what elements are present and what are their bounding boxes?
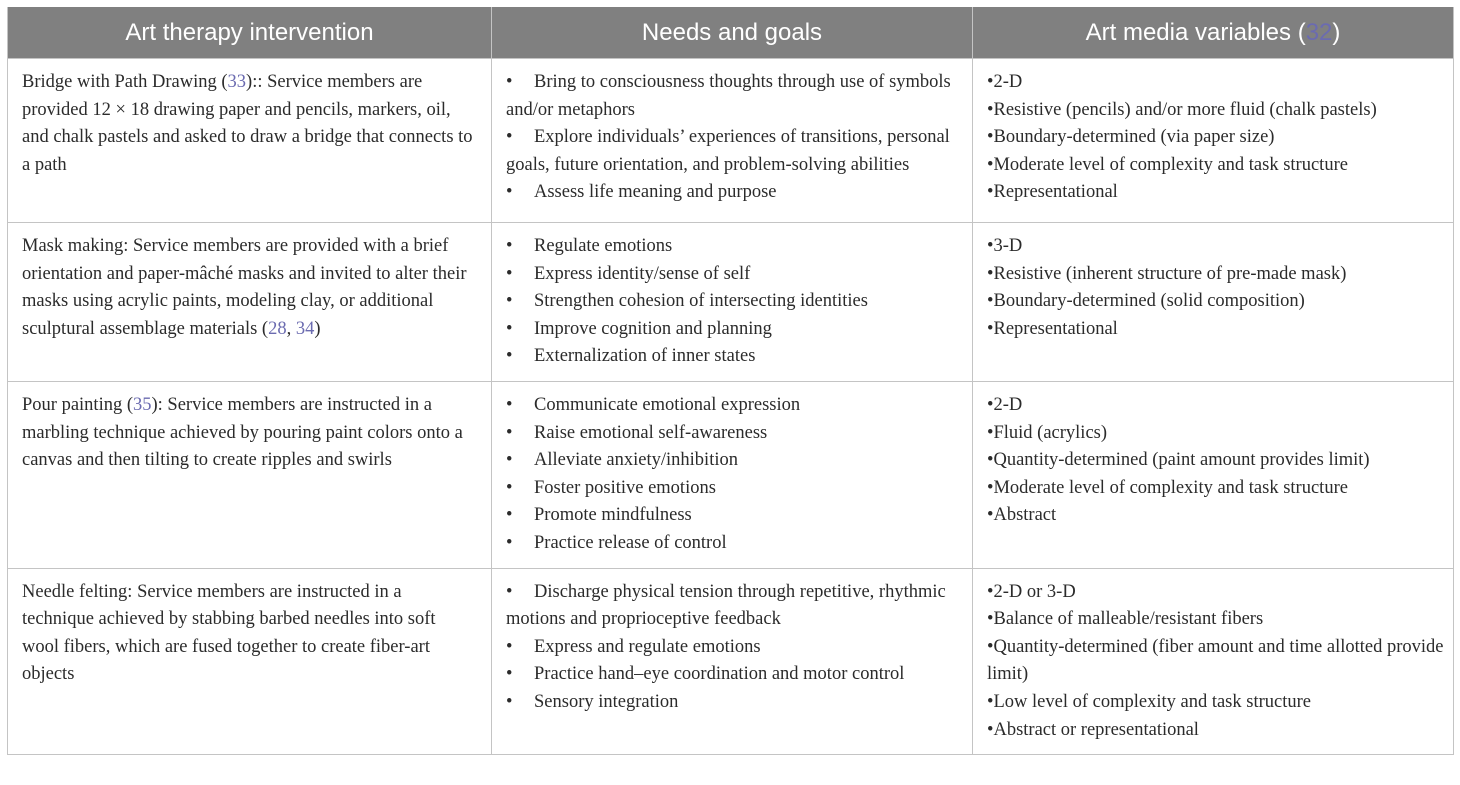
goals-list <box>506 392 962 558</box>
goals-cell <box>492 59 973 223</box>
intervention-text: Pour painting ( <box>22 394 133 415</box>
variable-item: •3-D <box>987 236 1023 256</box>
goal-item: • Promote mindfulness <box>506 502 962 530</box>
reference-link-28[interactable]: 28 <box>268 318 287 339</box>
variable-item: •Fluid (acrylics) <box>987 422 1108 443</box>
bullet-icon: • <box>506 182 513 203</box>
art-therapy-table-container <box>7 7 1453 755</box>
bullet-icon: • <box>506 72 513 92</box>
goal-item: • Raise emotional self-awareness <box>506 420 962 448</box>
intervention-text: ):: Service members are provided 12 × 18 drawing paper and pencils, markers, oil, and chalk pastels and asked to draw a bridge that connects to a path <box>22 72 473 175</box>
header-art-therapy-intervention: Art therapy intervention <box>8 7 492 59</box>
variable-item: •2-D or 3-D <box>987 581 1076 602</box>
bullet-icon: • <box>506 127 513 148</box>
bullet-icon: • <box>506 394 513 415</box>
variables-list <box>987 579 1445 745</box>
variable-item: •2-D <box>987 72 1023 92</box>
variables-cell <box>973 59 1454 223</box>
variable-item: •Quantity-determined (fiber amount and time allotted provide limit) <box>987 636 1444 685</box>
reference-link-33[interactable]: 33 <box>227 72 247 92</box>
goals-list <box>506 579 962 717</box>
variable-item: •Moderate level of complexity and task structure <box>987 154 1348 175</box>
header-close-paren: ) <box>1332 18 1341 46</box>
bullet-icon: • <box>506 581 513 602</box>
goal-item: • Express identity/sense of self <box>506 261 962 289</box>
variable-item: •Representational <box>987 318 1118 339</box>
header-needs-and-goals: Needs and goals <box>492 7 973 59</box>
variable-item: •Representational <box>987 182 1118 203</box>
goal-item: • Discharge physical tension through repetitive, rhythmic motions and proprioceptive feedback <box>506 579 962 634</box>
goal-item: • Externalization of inner states <box>506 343 962 371</box>
intervention-text: ) <box>314 318 321 339</box>
intervention-text: Bridge with Path Drawing ( <box>22 72 228 92</box>
bullet-icon: • <box>506 505 513 526</box>
table-row <box>8 381 1454 568</box>
goal-item: • Foster positive emotions <box>506 475 962 503</box>
goal-item: • Assess life meaning and purpose <box>506 179 962 207</box>
variable-item: •Boundary-determined (solid composition) <box>987 291 1305 312</box>
goal-item: • Communicate emotional expression <box>506 392 962 420</box>
bullet-icon: • <box>506 422 513 443</box>
variable-item: •Low level of complexity and task structure <box>987 691 1311 712</box>
goal-item: • Bring to consciousness thoughts through use of symbols and/or metaphors <box>506 69 962 124</box>
goal-item: • Practice hand–eye coordination and motor control <box>506 661 962 689</box>
bullet-icon: • <box>506 263 513 284</box>
variables-cell <box>973 381 1454 568</box>
intervention-text: Mask making: Service members are provided with a brief orientation and paper-mâché masks and invited to alter their masks using acrylic paints, modeling clay, or additional sculptural assemblage materials ( <box>22 236 467 339</box>
intervention-cell <box>8 59 492 223</box>
reference-link-32[interactable]: 32 <box>1305 18 1333 46</box>
goal-item: • Regulate emotions <box>506 233 962 261</box>
goal-item: • Improve cognition and planning <box>506 316 962 344</box>
intervention-cell <box>8 223 492 382</box>
intervention-cell <box>8 568 492 755</box>
variables-cell <box>973 568 1454 755</box>
variable-item: •Boundary-determined (via paper size) <box>987 127 1275 148</box>
bullet-icon: • <box>506 346 513 367</box>
reference-link-34[interactable]: 34 <box>295 318 315 339</box>
intervention-text: ): Service members are instructed in a marbling technique achieved by pouring paint colors onto a canvas and then tilting to create ripples and swirls <box>22 394 463 471</box>
variable-item: •Quantity-determined (paint amount provides limit) <box>987 450 1370 471</box>
variable-item: •Resistive (inherent structure of pre-made mask) <box>987 263 1347 284</box>
variable-item: •Resistive (pencils) and/or more fluid (chalk pastels) <box>987 99 1377 120</box>
variable-item: •Balance of malleable/resistant fibers <box>987 609 1264 630</box>
goal-item: • Alleviate anxiety/inhibition <box>506 447 962 475</box>
table-row <box>8 223 1454 382</box>
goals-cell <box>492 568 973 755</box>
table-row <box>8 59 1454 223</box>
goal-item: • Express and regulate emotions <box>506 634 962 662</box>
variable-item: •2-D <box>987 394 1023 415</box>
table-row <box>8 568 1454 755</box>
art-therapy-table <box>7 7 1454 755</box>
goals-list <box>506 69 962 207</box>
header-art-media-variables <box>973 7 1454 59</box>
bullet-icon: • <box>506 664 513 685</box>
variables-cell <box>973 223 1454 382</box>
table-header-row <box>8 7 1454 59</box>
variable-item: •Abstract or representational <box>987 719 1199 740</box>
variables-list <box>987 392 1445 530</box>
bullet-icon: • <box>506 318 513 339</box>
intervention-cell <box>8 381 492 568</box>
bullet-icon: • <box>506 691 513 712</box>
variable-item: •Abstract <box>987 505 1057 526</box>
variables-list <box>987 233 1445 343</box>
variables-list <box>987 69 1445 207</box>
goals-cell <box>492 381 973 568</box>
header-art-media-variables-label: Art media variables ( <box>1085 18 1306 46</box>
reference-link-35[interactable]: 35 <box>133 394 152 415</box>
bullet-icon: • <box>506 291 513 312</box>
variable-item: •Moderate level of complexity and task structure <box>987 477 1348 498</box>
goals-cell <box>492 223 973 382</box>
goal-item: • Sensory integration <box>506 689 962 717</box>
goals-list <box>506 233 962 371</box>
bullet-icon: • <box>506 532 513 553</box>
intervention-text: Needle felting: Service members are instructed in a technique achieved by stabbing barbed needles into soft wool fibers, which are fused together to create fiber-art objects <box>22 581 436 685</box>
reference-separator: , <box>286 318 296 339</box>
bullet-icon: • <box>506 450 513 471</box>
goal-item: • Explore individuals’ experiences of transitions, personal goals, future orientation, and problem-solving abilities <box>506 124 962 179</box>
goal-item: • Strengthen cohesion of intersecting identities <box>506 288 962 316</box>
bullet-icon: • <box>506 477 513 498</box>
bullet-icon: • <box>506 236 513 256</box>
goal-item: • Practice release of control <box>506 530 962 558</box>
bullet-icon: • <box>506 636 513 657</box>
